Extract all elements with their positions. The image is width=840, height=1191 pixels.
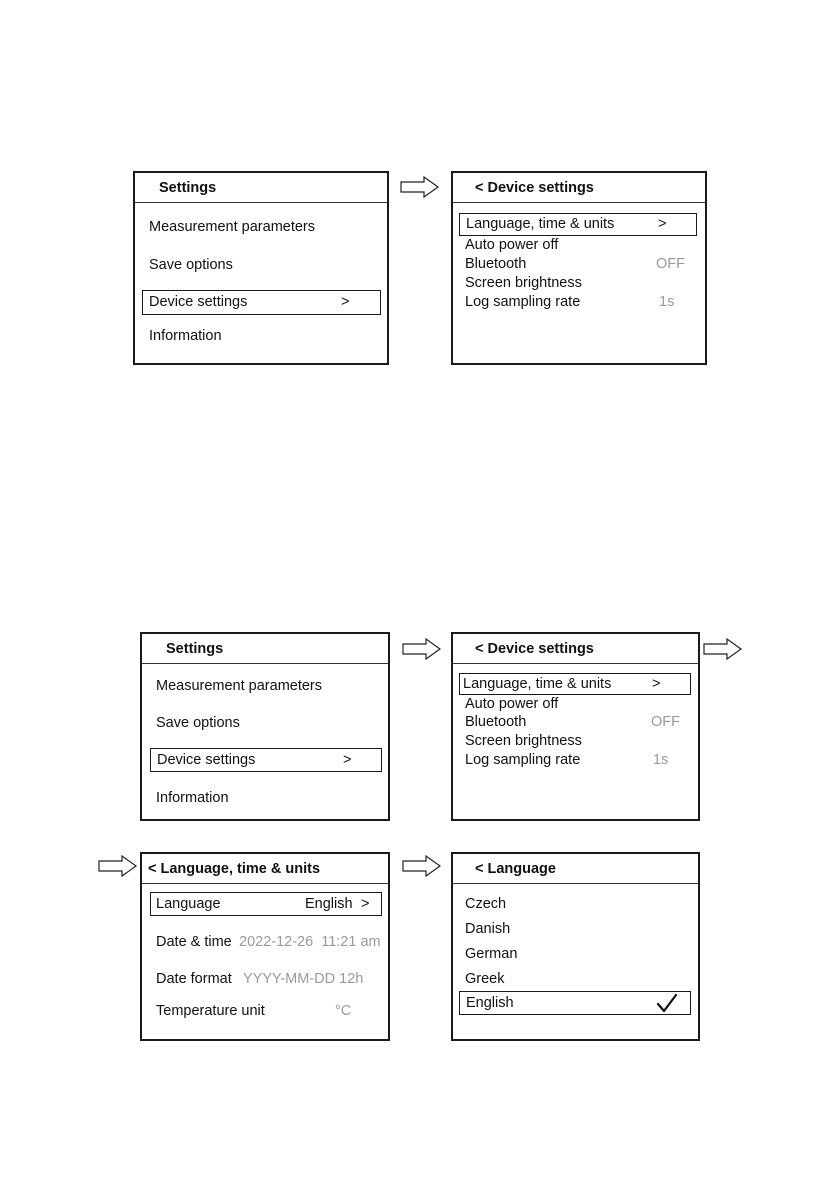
screen-title: < Device settings	[453, 173, 705, 203]
chevron-right-icon: >	[343, 752, 352, 768]
language-option-czech[interactable]: Czech	[465, 896, 507, 912]
menu-item-bluetooth[interactable]: Bluetooth	[465, 714, 527, 730]
bluetooth-value: OFF	[656, 256, 685, 272]
temperature-unit-label[interactable]: Temperature unit	[156, 1003, 265, 1019]
menu-item-log-sampling-rate[interactable]: Log sampling rate	[465, 752, 581, 768]
log-sampling-rate-value: 1s	[659, 294, 675, 310]
menu-item-log-sampling-rate[interactable]: Log sampling rate	[465, 294, 581, 310]
language-option-english[interactable]	[459, 991, 691, 1015]
language-screen	[451, 852, 700, 1041]
menu-item-screen-brightness[interactable]: Screen brightness	[465, 733, 582, 749]
menu-item-device-settings[interactable]	[150, 748, 382, 772]
screen-title: < Language, time & units	[142, 854, 388, 884]
language-setting-row[interactable]	[150, 892, 382, 916]
menu-item-measurement-parameters[interactable]: Measurement parameters	[149, 219, 316, 235]
checkmark-icon	[656, 993, 678, 1013]
menu-item-label: Language, time & units	[463, 676, 612, 692]
screen-title: < Language	[453, 854, 698, 884]
settings-screen	[140, 632, 390, 821]
date-time-label[interactable]: Date & time	[156, 934, 232, 950]
menu-item-device-settings[interactable]	[142, 290, 381, 315]
menu-item-auto-power-off[interactable]: Auto power off	[465, 696, 559, 712]
screen-title: < Device settings	[453, 634, 698, 664]
menu-item-screen-brightness[interactable]: Screen brightness	[465, 275, 582, 291]
menu-item-label: Device settings	[149, 294, 248, 310]
menu-item-language-time-units[interactable]	[459, 673, 691, 695]
menu-item-label: Language, time & units	[466, 216, 615, 232]
arrow-right-icon	[402, 855, 442, 877]
arrow-right-icon	[402, 638, 442, 660]
arrow-right-icon	[98, 855, 138, 877]
menu-item-label: Device settings	[157, 752, 256, 768]
menu-item-information[interactable]: Information	[156, 790, 229, 806]
arrow-right-icon	[703, 638, 743, 660]
date-format-label[interactable]: Date format	[156, 971, 232, 987]
menu-item-language-time-units[interactable]	[459, 213, 697, 236]
device-settings-screen	[451, 632, 700, 821]
date-format-value: YYYY-MM-DD 12h	[243, 971, 364, 987]
menu-item-save-options[interactable]: Save options	[156, 715, 240, 731]
arrow-right-icon	[400, 176, 440, 198]
chevron-right-icon: >	[341, 294, 350, 310]
screen-title: Settings	[135, 173, 387, 203]
language-option-german[interactable]: German	[465, 946, 518, 962]
device-settings-screen	[451, 171, 707, 365]
chevron-right-icon: >	[652, 676, 661, 692]
menu-item-bluetooth[interactable]: Bluetooth	[465, 256, 527, 272]
setting-label: Language	[156, 896, 221, 912]
date-time-value: 2022-12-26 11:21 am	[239, 934, 381, 950]
bluetooth-value: OFF	[651, 714, 680, 730]
language-value: English	[305, 896, 353, 912]
log-sampling-rate-value: 1s	[653, 752, 669, 768]
language-option-greek[interactable]: Greek	[465, 971, 505, 987]
menu-item-auto-power-off[interactable]: Auto power off	[465, 237, 559, 253]
language-option-danish[interactable]: Danish	[465, 921, 511, 937]
menu-item-measurement-parameters[interactable]: Measurement parameters	[156, 678, 323, 694]
menu-item-save-options[interactable]: Save options	[149, 257, 233, 273]
settings-screen	[133, 171, 389, 365]
chevron-right-icon: >	[658, 216, 667, 232]
language-option-label: English	[466, 995, 514, 1011]
chevron-right-icon: >	[361, 896, 370, 912]
language-time-units-screen	[140, 852, 390, 1041]
screen-title: Settings	[142, 634, 388, 664]
temperature-unit-value: °C	[335, 1003, 352, 1019]
menu-item-information[interactable]: Information	[149, 328, 222, 344]
